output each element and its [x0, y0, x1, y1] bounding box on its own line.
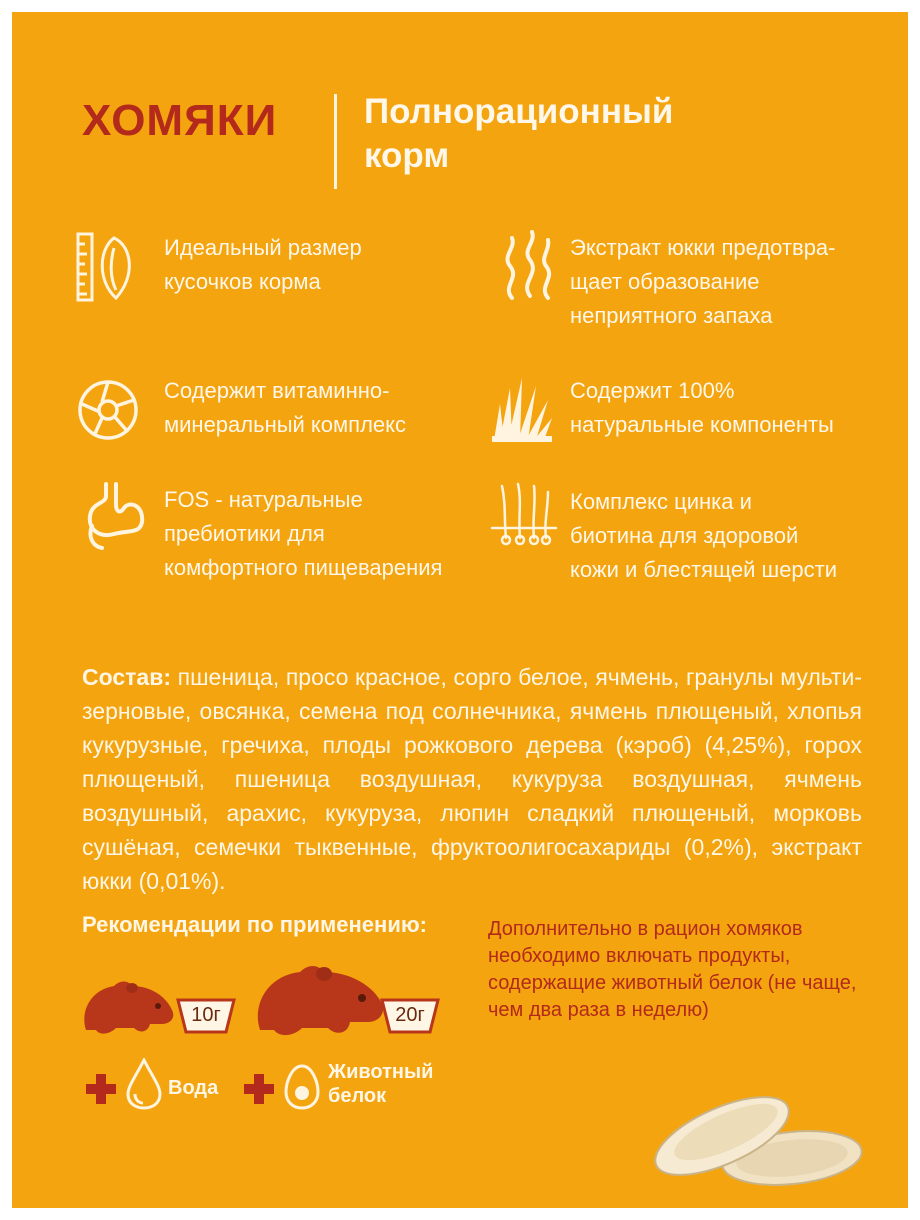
recommendations-title: Рекомендации по применению: [82, 912, 427, 937]
feature-line: Содержит витаминно- [164, 378, 390, 403]
hair-follicle-icon [492, 482, 556, 552]
feature-line: Идеальный размер [164, 235, 362, 260]
product-info-card [12, 12, 908, 1208]
feature-line: кусочков корма [164, 269, 321, 294]
feature-line: щает образование [570, 269, 760, 294]
composition-text [82, 660, 862, 898]
feature-ideal-size [164, 231, 362, 299]
feature-line: биотина для здоровой [570, 523, 799, 548]
title-divider [334, 94, 337, 189]
ruler-seed-icon [76, 232, 140, 302]
dose-small-label: 10г [191, 1004, 221, 1026]
animal-protein-note: Дополнительно в рацион хомяков необходимо включать продукты, содержащие животный белок (не чаще, чем два раза в неделю) [488, 918, 857, 1021]
stomach-icon [84, 482, 148, 552]
water-drop-icon [126, 1058, 162, 1110]
feature-natural [570, 374, 834, 442]
grass-icon [490, 374, 554, 444]
feature-line: комфортного пищеварения [164, 555, 443, 580]
water-label: Вода [168, 1077, 219, 1099]
feature-line: кожи и блестящей шерсти [570, 557, 838, 582]
feature-line: Экстракт юкки предотвра- [570, 235, 836, 260]
brand-title: ХОМЯКИ [82, 96, 278, 145]
hamster-small-icon [80, 976, 176, 1036]
subtitle-line-2: корм [364, 136, 450, 175]
composition-body: пшеница, просо красное, сорго белое, ячмень, гранулы мульти-зерновые, овсянка, семена под солнечника, ячмень плющеный, хлопья кукурузные, гречиха, плоды рожкового дерева (кэроб) (4,25%), горох плющеный, пшеница воздушная, кукуруза воздушная, ячмень воздушный, арахис, кукуруза, люпин сладкий плющеный, морковь сушёная, семечки тыквенные, фруктоолигосахариды (0,2%), экстракт юкки (0,01%). [82, 664, 862, 894]
feature-line: Содержит 100% [570, 378, 735, 403]
feature-yucca [570, 231, 836, 333]
feature-line: неприятного запаха [570, 303, 773, 328]
plus-icon [86, 1074, 116, 1104]
protein-label-line: белок [328, 1085, 387, 1107]
feature-line: FOS - натуральные [164, 487, 363, 512]
product-subtitle [364, 90, 784, 178]
dose-large-label: 20г [395, 1004, 425, 1026]
pumpkin-seeds-image [642, 1072, 882, 1192]
protein-label-line: Животный [328, 1061, 434, 1083]
feature-zinc-biotin [570, 485, 837, 587]
feature-line: пребиотики для [164, 521, 325, 546]
hamster-large-icon [252, 958, 388, 1038]
subtitle-line-1: Полнорационный [364, 92, 674, 131]
vitamin-aperture-icon [76, 374, 140, 444]
protein-label [328, 1060, 433, 1108]
odor-waves-icon [498, 230, 562, 300]
feature-line: натуральные компоненты [570, 412, 834, 437]
feature-line: Комплекс цинка и [570, 489, 752, 514]
composition-label: Состав: [82, 664, 172, 690]
feature-line: минеральный комплекс [164, 412, 407, 437]
feature-vitamins [164, 374, 406, 442]
plus-icon [244, 1074, 274, 1104]
feature-fos [164, 483, 442, 585]
egg-icon [284, 1064, 320, 1110]
